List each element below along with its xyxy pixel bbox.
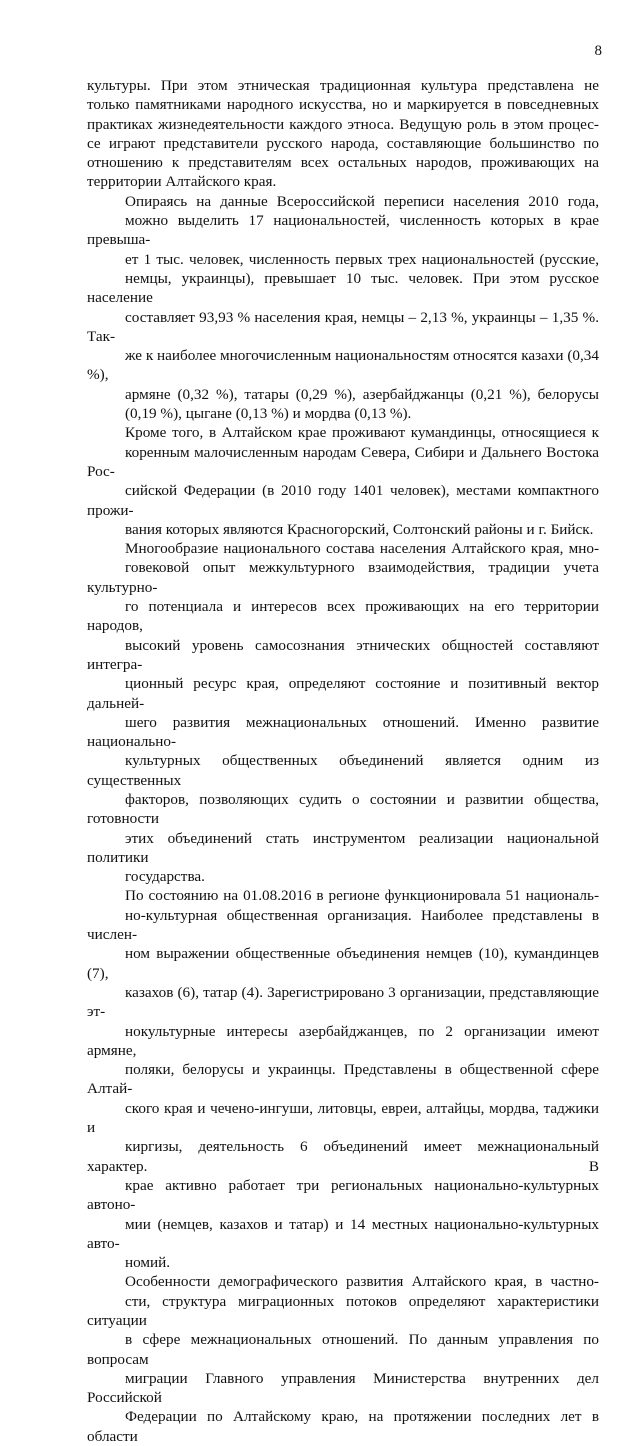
text-line: мии (немцев, казахов и татар) и 14 местных национально-культурных авто-	[87, 1215, 599, 1252]
text-line: поляки, белорусы и украинцы. Представлены в общественной сфере Алтай-	[87, 1061, 599, 1098]
text-line: (0,19 %), цыгане (0,13 %) и мордва (0,13 %).	[125, 405, 412, 423]
text-line: казахов (6), татар (4). Зарегистрировано 3 организации, представляющие эт-	[87, 983, 599, 1021]
text-line: практиках жизнедеятельности каждого этноса. Ведущую роль в этом процес-	[87, 115, 599, 133]
text-line: ского края и чечено-ингуши, литовцы, евреи, алтайцы, мордва, таджики и	[87, 1099, 599, 1137]
text-line: территории Алтайского края.	[87, 173, 277, 191]
paragraph	[87, 1272, 599, 1446]
text-line: государства.	[125, 868, 205, 886]
paragraph	[87, 886, 599, 1272]
text-line: крае активно работает три региональных национально-культурных автоно-	[87, 1176, 599, 1214]
paragraph	[87, 539, 599, 886]
text-line: миграции Главного управления Министерства внутренних дел Российской	[87, 1369, 599, 1407]
text-line: высокий уровень самосознания этнических общностей составляют интегра-	[87, 636, 599, 673]
text-line: сти, структура миграционных потоков определяют характеристики ситуации	[87, 1292, 599, 1329]
text-line: можно выделить 17 национальностей, численность которых в крае превыша-	[87, 212, 599, 249]
text-line: культуры. При этом этническая традиционная культура представлена не	[87, 77, 599, 94]
text-line: Опираясь на данные Всероссийской переписи населения 2010 года,	[125, 192, 599, 210]
text-line: же к наиболее многочисленным национальностям относятся казахи (0,34 %),	[87, 347, 599, 384]
text-line: вания которых являются Красногорский, Солтонский районы и г. Бийск.	[125, 520, 594, 538]
text-line: только памятниками народного искусства, но и маркируется в повседневных	[87, 96, 599, 114]
text-line: го потенциала и интересов всех проживающих на его территории народов,	[87, 598, 599, 635]
text-line: говековой опыт межкультурного взаимодействия, традиции учета культурно-	[87, 559, 599, 596]
text-line: шего развития межнациональных отношений. Именно развитие национально-	[87, 713, 599, 751]
document-body	[87, 76, 599, 1446]
text-line: факторов, позволяющих судить о состоянии и развитии общества, готовности	[87, 790, 599, 828]
text-line: Многообразие национального состава населения Алтайского края, мно-	[125, 540, 599, 558]
text-line: номий.	[125, 1254, 171, 1272]
text-line: ет 1 тыс. человек, численность первых трех национальностей (русские,	[125, 250, 599, 268]
text-line: нокультурные интересы азербайджанцев, по 2 организации имеют армяне,	[87, 1022, 599, 1059]
text-line: ном выражении общественные объединения немцев (10), кумандинцев (7),	[87, 945, 599, 982]
paragraph	[87, 192, 599, 424]
text-line: этих объединений стать инструментом реализации национальной политики	[87, 829, 599, 866]
text-line: се играют представители русского народа, составляющие большинство по	[87, 134, 599, 152]
text-line: составляет 93,93 % населения края, немцы – 2,13 %, украинцы – 1,35 %. Так-	[87, 308, 599, 345]
text-line: культурных общественных объединений является одним из существенных	[87, 752, 599, 789]
text-line: но-культурная общественная организация. Наиболее представлены в числен-	[87, 906, 599, 944]
text-line: армяне (0,32 %), татары (0,29 %), азербайджанцы (0,21 %), белорусы	[125, 385, 599, 403]
text-line: коренным малочисленным народам Севера, Сибири и Дальнего Востока Рос-	[87, 443, 599, 480]
text-line: отношению к представителям всех остальных народов, проживающих на	[87, 154, 599, 172]
page-number: 8	[594, 43, 602, 59]
text-line: По состоянию на 01.08.2016 в регионе функционировала 51 националь-	[125, 887, 599, 905]
text-line: Особенности демографического развития Алтайского края, в частно-	[125, 1273, 599, 1291]
text-line: Кроме того, в Алтайском крае проживают кумандинцы, относящиеся к	[125, 424, 599, 442]
paragraph	[87, 76, 599, 192]
text-line: киргизы, деятельность 6 объединений имеет межнациональный характер. В	[87, 1138, 599, 1175]
text-line: в сфере межнациональных отношений. По данным управления по вопросам	[87, 1331, 599, 1368]
text-line: сийской Федерации (в 2010 году 1401 человек), местами компактного прожи-	[87, 482, 599, 519]
text-line: ционный ресурс края, определяют состояние и позитивный вектор дальней-	[87, 675, 599, 712]
text-line: Федерации по Алтайскому краю, на протяжении последних лет в области	[87, 1408, 599, 1445]
text-line: немцы, украинцы), превышает 10 тыс. человек. При этом русское население	[87, 269, 599, 307]
paragraph	[87, 423, 599, 539]
